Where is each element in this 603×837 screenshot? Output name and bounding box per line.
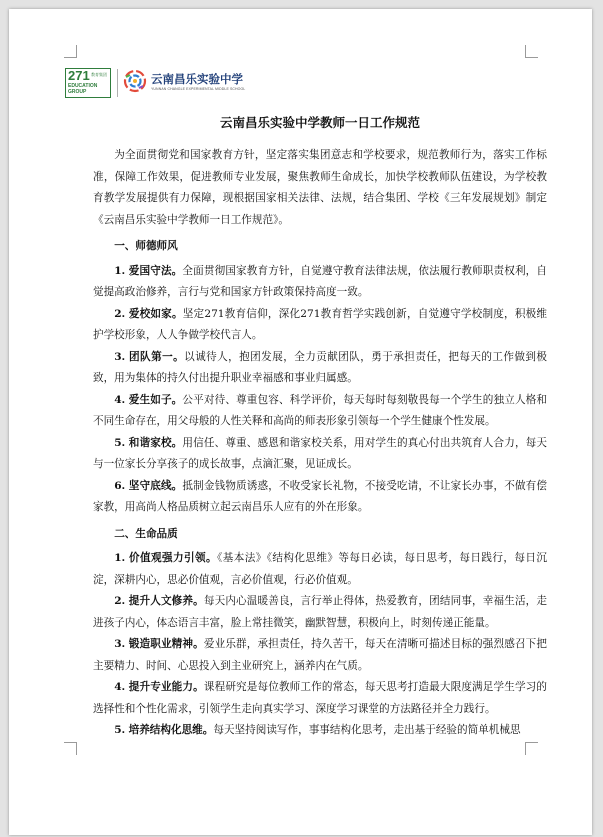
list-item [93,591,547,634]
item-number: 4. [114,393,126,406]
school-name-english: YUNNAN CHANGLE EXPERIMENTAL MIDDLE SCHOOL [151,87,246,91]
item-keyword: 锻造职业精神。 [128,638,204,650]
document-body [93,115,547,742]
list-item [93,634,547,677]
section-heading: 二、生命品质 [114,527,178,540]
crop-mark-top-left [64,45,77,58]
item-text: 坚定271教育信仰，深化271教育哲学实践创新，自觉遵守学校制度，积极维护学校形象，人人争做学校代言人。 [93,307,547,341]
school-emblem-icon [123,69,147,93]
letterhead [65,65,265,103]
list-item [93,261,547,304]
item-number: 5. [114,436,126,449]
item-number: 5. [114,724,126,736]
item-text: 公平对待、尊重包容、科学评价，每天每时每刻敬畏每一个学生的独立人格和不同生命存在，用父母般的人性关释和高尚的师表形象引领每一个学生健康个性发展。 [93,393,548,427]
item-keyword: 爱国守法。 [128,264,183,277]
item-number: 2. [114,595,126,607]
item-keyword: 爱生如子。 [128,393,183,406]
item-keyword: 培养结构化思维。 [128,724,214,736]
item-keyword: 坚守底线。 [128,479,183,492]
logo-divider [117,69,118,97]
item-text: 以诚待人，抱团发展，全力贡献团队，勇于承担责任，把每天的工作做到极致，用为集体的持久付出提升职业幸福感和事业归属感。 [93,350,548,384]
list-item [93,476,547,519]
item-number: 3. [114,350,126,363]
item-keyword: 和谐家校。 [128,436,183,449]
item-keyword: 价值观强力引领。 [129,552,218,564]
item-text: 抵制金钱物质诱惑，不收受家长礼物，不接受吃请，不让家长办事，不做有偿家教，用高尚人格品质树立起云南昌乐人应有的外在形象。 [93,479,548,513]
list-item [93,347,547,390]
edu-group-logo [65,68,111,98]
item-text: 用信任、尊重、感恩和谐家校关系，用对学生的真心付出共筑育人合力，每天与一位家长分享孩子的成长故事，点滴汇聚，见证成长。 [93,436,548,470]
item-text: 爱业乐群，承担责任，持久苦干，每天在清晰可描述目标的强烈感召下把主要精力、时间、心思投入到主业研究上，涵养内在气质。 [93,638,548,672]
logo-subtitle: EDUCATION GROUP [68,83,98,95]
item-text: 每天内心温暖善良，言行举止得体，热爱教育，团结同事，幸福生活，走进孩子内心，体态语言丰富，脸上常挂微笑，幽默智慧，积极向上，时刻传递正能量。 [93,595,548,629]
item-number: 3. [114,638,126,650]
document-title: 云南昌乐实验中学教师一日工作规范 [219,115,420,130]
document-page [9,9,592,835]
item-number: 4. [114,681,126,693]
list-item [93,720,547,742]
item-keyword: 提升专业能力。 [128,681,204,693]
item-number: 1. [114,264,126,277]
item-text: 全面贯彻国家教育方针，自觉遵守教育法律法规，依法履行教师职责权利，自觉提高政治修养，言行与党和国家方针政策保持高度一致。 [93,264,548,298]
crop-mark-top-right [525,45,538,58]
intro-paragraph: 为全面贯彻党和国家教育方针，坚定落实集团意志和学校要求，规范教师行为，落实工作标准，保障工作效果，促进教师专业发展，聚焦教师生命成长，加快学校教师队伍建设，为学校教育教学发展提供有力保障，现根据国家相关法律、法规，结合集团、学校《三年发展规划》制定《云南昌乐实验中学教师一日工作规范》。 [93,149,547,226]
logo-number: 271 [68,68,90,83]
item-text: 每天坚持阅读写作，事事结构化思考，走出基于经验的简单机械思 [213,724,521,736]
list-item [93,390,547,433]
item-keyword: 爱校如家。 [128,307,183,320]
list-item [93,548,547,591]
school-name: 云南昌乐实验中学 [151,72,243,86]
list-item [93,433,547,476]
list-item [93,304,547,347]
crop-mark-bottom-right [525,742,538,755]
crop-mark-bottom-left [64,742,77,755]
section-heading: 一、师德师风 [114,240,178,252]
item-number: 6. [114,479,126,492]
list-item [93,677,547,720]
item-number: 2. [114,307,126,320]
item-text: 《基本法》《结构化思维》等每日必读，每日思考，每日践行，每日沉淀，深耕内心，思必价值观，言必价值观，行必价值观。 [93,552,547,586]
item-keyword: 团队第一。 [129,350,185,363]
item-keyword: 提升人文修养。 [128,595,204,607]
item-text: 课程研究是每位教师工作的常态，每天思考打造最大限度满足学生学习的选择性和个性化需求，引领学生走向真实学习、深度学习课堂的方法路径并全力践行。 [93,681,548,715]
logo-tiny-text: 教育集团 [91,72,107,77]
item-number: 1. [114,552,126,564]
